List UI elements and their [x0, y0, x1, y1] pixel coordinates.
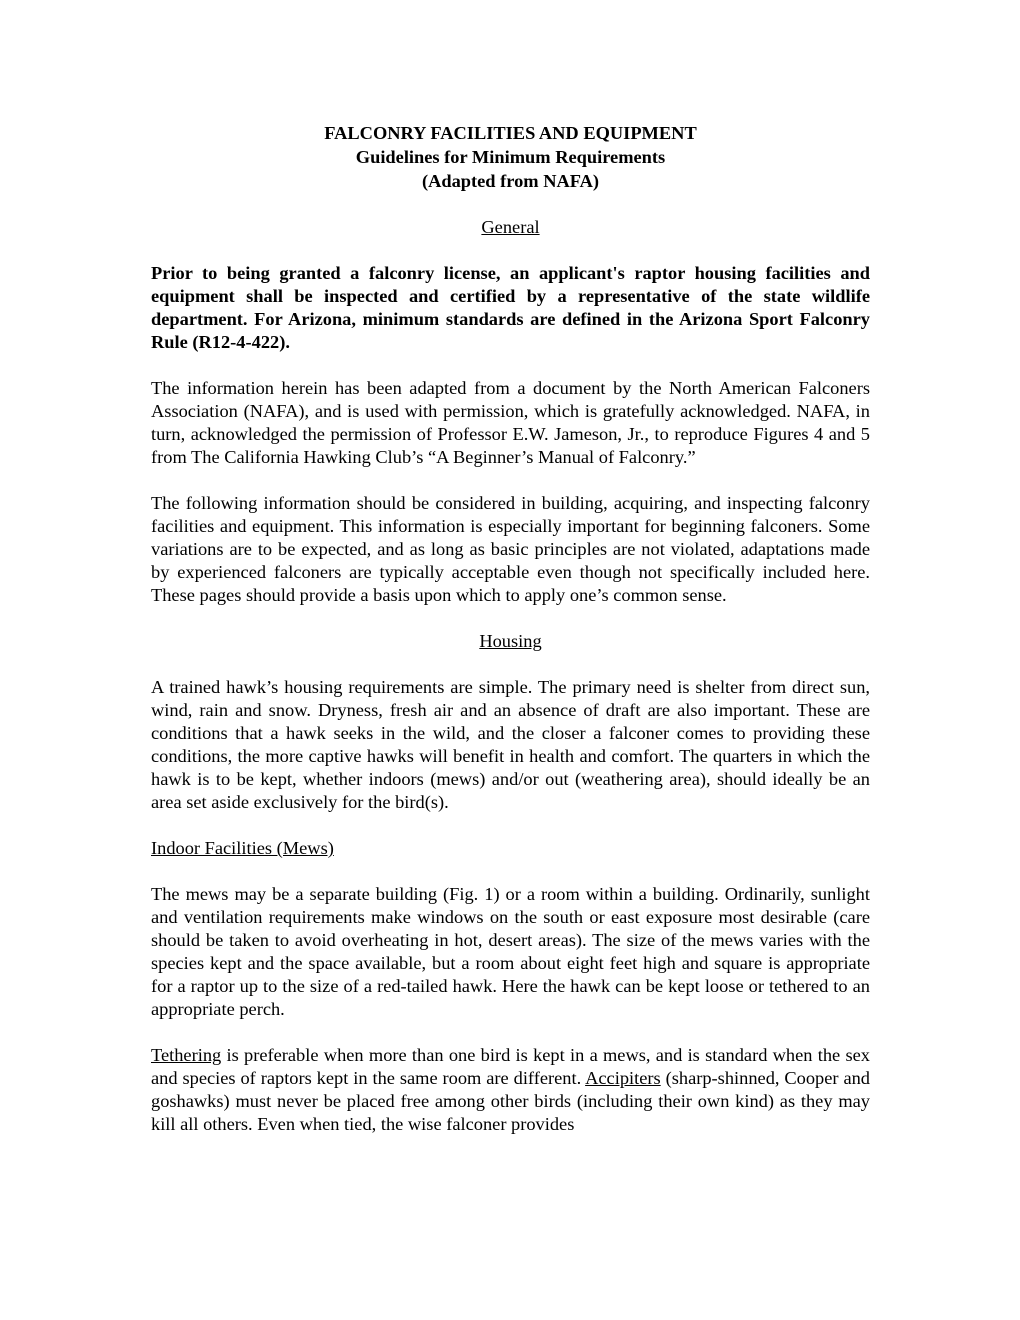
spacer [151, 239, 870, 262]
spacer [151, 1021, 870, 1044]
document-title: FALCONRY FACILITIES AND EQUIPMENT [324, 123, 697, 143]
spacer [151, 607, 870, 630]
spacer [151, 653, 870, 676]
document-page [151, 121, 870, 1136]
general-paragraph-3: The following information should be considered in building, acquiring, and inspecting falconry facilities and equipment. This information is especially important for beginning falconers. Some variations are to be expected, and as long as basic principles are not violated, adaptations made by experienced falconers are typically acceptable even though not specifically included here. These pages should provide a basis upon which to apply one’s common sense. [151, 493, 870, 605]
title-block [151, 121, 870, 193]
tethering-term: Tethering [151, 1045, 222, 1065]
indoor-paragraph-2 [151, 1044, 870, 1136]
section-heading-general: General [481, 217, 540, 237]
spacer [151, 469, 870, 492]
general-paragraph-1: Prior to being granted a falconry license, an applicant's raptor housing facilities and equipment shall be inspected and certified by a representative of the state wildlife department. For Arizona, minimum standards are defined in the Arizona Sport Falconry Rule (R12-4-422). [151, 263, 870, 352]
spacer [151, 354, 870, 377]
tethering-text-2: (sharp-shinned, Cooper and goshawks) must never be placed free among other birds (including their own kind) as they may kill all others. Even when tied, the wise falconer provides [151, 1068, 870, 1134]
accipiters-term: Accipiters [585, 1068, 661, 1088]
spacer [151, 193, 870, 216]
housing-paragraph-1: A trained hawk’s housing requirements are simple. The primary need is shelter from direct sun, wind, rain and snow. Dryness, fresh air and an absence of draft are also important. These are conditions that a hawk seeks in the wild, and the closer a falconer comes to providing these conditions, the more captive hawks will benefit in health and comfort. The quarters in which the hawk is to be kept, whether indoors (mews) and/or out (weathering area), should ideally be an area set aside exclusively for the bird(s). [151, 677, 870, 812]
spacer [151, 814, 870, 837]
general-paragraph-2: The information herein has been adapted from a document by the North American Falconers Association (NAFA), and is used with permission, which is gratefully acknowledged. NAFA, in turn, acknowledged the permission of Professor E.W. Jameson, Jr., to reproduce Figures 4 and 5 from The California Hawking Club’s “A Beginner’s Manual of Falconry.” [151, 378, 870, 467]
document-subtitle: Guidelines for Minimum Requirements [355, 147, 666, 167]
indoor-paragraph-1: The mews may be a separate building (Fig. 1) or a room within a building. Ordinarily, sunlight and ventilation requirements make windows on the south or east exposure most desirable (care should be taken to avoid overheating in hot, desert areas). The size of the mews varies with the species kept and the space available, but a room about eight feet high and square is appropriate for a raptor up to the size of a red-tailed hawk. Here the hawk can be kept loose or tethered to an appropriate perch. [151, 884, 870, 1019]
tethering-text-1: is preferable when more than one bird is kept in a mews, and is standard when the sex and species of raptors kept in the same room are different. [151, 1045, 870, 1088]
spacer [151, 860, 870, 883]
document-source-note: (Adapted from NAFA) [421, 171, 600, 191]
subsection-heading-indoor: Indoor Facilities (Mews) [151, 838, 334, 858]
section-heading-housing: Housing [479, 631, 542, 651]
